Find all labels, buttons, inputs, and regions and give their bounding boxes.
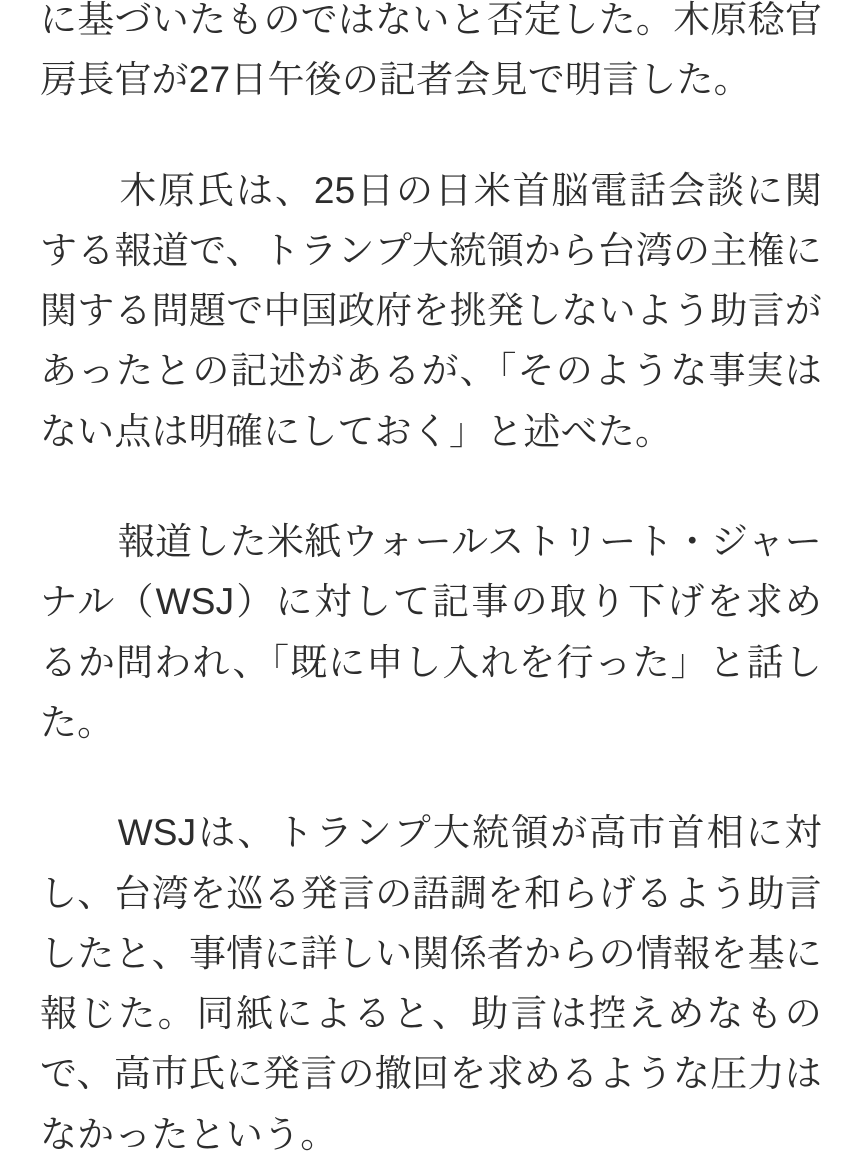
article-paragraph: WSJは、トランプ大統領が高市首相に対し、台湾を巡る発言の語調を和らげるよう助言したと、事情に詳しい関係者からの情報を基に報じた。同紙によると、助言は控えめなもので、高市氏に発言の撤回を求めるような圧力はなかったという。: [40, 812, 822, 1155]
article-paragraph: 報道した米紙ウォールストリート・ジャーナル（WSJ）に対して記事の取り下げを求めるか問われ、「既に申し入れを行った」と話した。: [40, 521, 822, 743]
article-paragraph: 木原氏は、25日の日米首脳電話会談に関する報道で、トランプ大統領から台湾の主権に関する問題で中国政府を挑発しないよう助言があったとの記述があるが、「そのような事実はない点は明確にしておく」と述べた。: [40, 169, 822, 452]
article-paragraph: に基づいたものではないと否定した。木原稔官房長官が27日午後の記者会見で明言した。: [40, 0, 822, 101]
